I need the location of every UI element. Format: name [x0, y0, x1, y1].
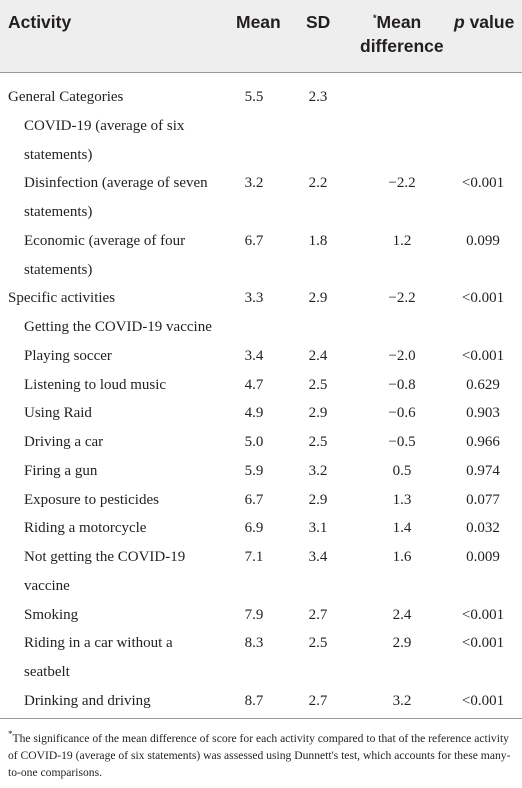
- footer-rule: [0, 718, 522, 719]
- cell-p: 0.077: [466, 491, 500, 508]
- cell-p: 0.974: [466, 462, 500, 479]
- cell-p: <0.001: [461, 606, 505, 623]
- cell-sd: 2.9: [308, 290, 328, 307]
- cell-sd: 2.9: [308, 405, 328, 422]
- header-rule: [0, 72, 522, 73]
- cell-mean: 5.9: [244, 462, 264, 479]
- row-label: Getting the COVID-19 vaccine: [24, 319, 212, 335]
- cell-sd: 3.4: [308, 549, 328, 565]
- cell-mean: 5.0: [244, 434, 264, 450]
- cell-diff: −0.6: [388, 405, 416, 422]
- cell-mean: 6.7: [244, 491, 264, 508]
- header-activity: Activity: [8, 12, 72, 32]
- cell-diff: −0.5: [388, 434, 416, 450]
- cell-p: 0.629: [466, 376, 500, 393]
- row-label: Riding in a car without a: [24, 635, 173, 652]
- cell-p: <0.001: [461, 175, 505, 192]
- cell-p: 0.032: [466, 520, 500, 537]
- cell-sd: 2.4: [308, 347, 328, 364]
- cell-diff: 1.3: [392, 491, 412, 508]
- row-label: Smoking: [24, 606, 79, 623]
- row-label: Firing a gun: [24, 462, 98, 479]
- cell-mean: 7.1: [244, 549, 264, 565]
- cell-sd: 2.5: [308, 434, 328, 450]
- cell-p: 0.903: [466, 405, 500, 422]
- cell-sd: 1.8: [308, 232, 328, 249]
- row-label: Drinking and driving: [24, 692, 151, 709]
- footnote: [8, 730, 514, 781]
- cell-diff: −0.8: [388, 376, 416, 393]
- row-label: statements): [24, 146, 93, 163]
- row-label: General Categories: [8, 89, 124, 105]
- row-label: Driving a car: [24, 434, 104, 450]
- cell-mean: 8.7: [244, 692, 264, 709]
- cell-diff: 3.2: [392, 692, 412, 709]
- cell-diff: 1.2: [392, 232, 412, 249]
- cell-sd: 2.5: [308, 635, 328, 652]
- header-sd: SD: [306, 12, 331, 32]
- cell-sd: 3.2: [308, 462, 328, 479]
- cell-mean: 3.3: [244, 290, 264, 307]
- cell-mean: 4.9: [244, 405, 264, 422]
- row-label: Using Raid: [24, 405, 92, 422]
- row-label: COVID-19 (average of six: [24, 117, 185, 134]
- cell-mean: 4.7: [244, 376, 264, 393]
- cell-mean: 8.3: [244, 635, 264, 652]
- row-label: Riding a motorcycle: [24, 520, 147, 537]
- cell-diff: 0.5: [392, 462, 412, 479]
- cell-sd: 2.7: [308, 606, 328, 623]
- cell-mean: 6.9: [244, 520, 264, 537]
- header-p-value: p value: [454, 12, 515, 32]
- row-label: vaccine: [24, 577, 70, 594]
- cell-p: 0.966: [466, 434, 500, 450]
- row-label: Exposure to pesticides: [24, 491, 159, 508]
- row-label: Specific activities: [8, 290, 116, 307]
- row-label: Not getting the COVID-19: [24, 549, 186, 565]
- cell-mean: 5.5: [244, 89, 264, 105]
- row-label: Disinfection (average of seven: [24, 175, 208, 192]
- cell-p: <0.001: [461, 692, 505, 709]
- cell-mean: 3.4: [244, 347, 264, 364]
- cell-diff: −2.0: [388, 347, 416, 364]
- cell-sd: 2.5: [308, 376, 328, 393]
- cell-sd: 3.1: [308, 520, 328, 537]
- row-label: Playing soccer: [24, 347, 112, 364]
- cell-mean: 7.9: [244, 606, 264, 623]
- header-mean: Mean: [236, 12, 281, 32]
- footnote-text: The significance of the mean difference of score for each activity compared to that of the reference activity of COVID-19 (average of six statements) was assessed using Dunnett's test, which accounts for these many-to-one comparisons.: [8, 732, 511, 779]
- cell-sd: 2.9: [308, 491, 328, 508]
- cell-sd: 2.7: [308, 692, 328, 709]
- cell-diff: −2.2: [388, 290, 416, 307]
- cell-mean: 6.7: [244, 232, 264, 249]
- cell-mean: 3.2: [244, 175, 264, 192]
- cell-diff: 2.4: [392, 606, 412, 623]
- cell-p: 0.009: [466, 549, 500, 565]
- cell-diff: 1.6: [392, 549, 412, 565]
- cell-sd: 2.3: [308, 89, 328, 105]
- cell-diff: 2.9: [392, 635, 412, 652]
- row-label: Listening to loud music: [24, 376, 167, 393]
- row-label: statements): [24, 204, 93, 220]
- row-label: statements): [24, 261, 93, 278]
- header-mean-difference-line1: *Mean: [373, 12, 422, 32]
- cell-diff: −2.2: [388, 175, 416, 192]
- cell-p: <0.001: [461, 290, 505, 307]
- cell-sd: 2.2: [308, 175, 328, 192]
- row-label: seatbelt: [24, 664, 70, 680]
- cell-p: 0.099: [466, 232, 500, 249]
- cell-diff: 1.4: [392, 520, 412, 537]
- row-label: Economic (average of four: [24, 232, 186, 249]
- header-asterisk: *: [373, 13, 377, 24]
- cell-p: <0.001: [461, 347, 505, 364]
- cell-p: <0.001: [461, 635, 505, 652]
- table-header: [0, 0, 522, 72]
- footnote-asterisk: *: [8, 729, 13, 740]
- header-mean-difference-line2: difference: [360, 36, 444, 56]
